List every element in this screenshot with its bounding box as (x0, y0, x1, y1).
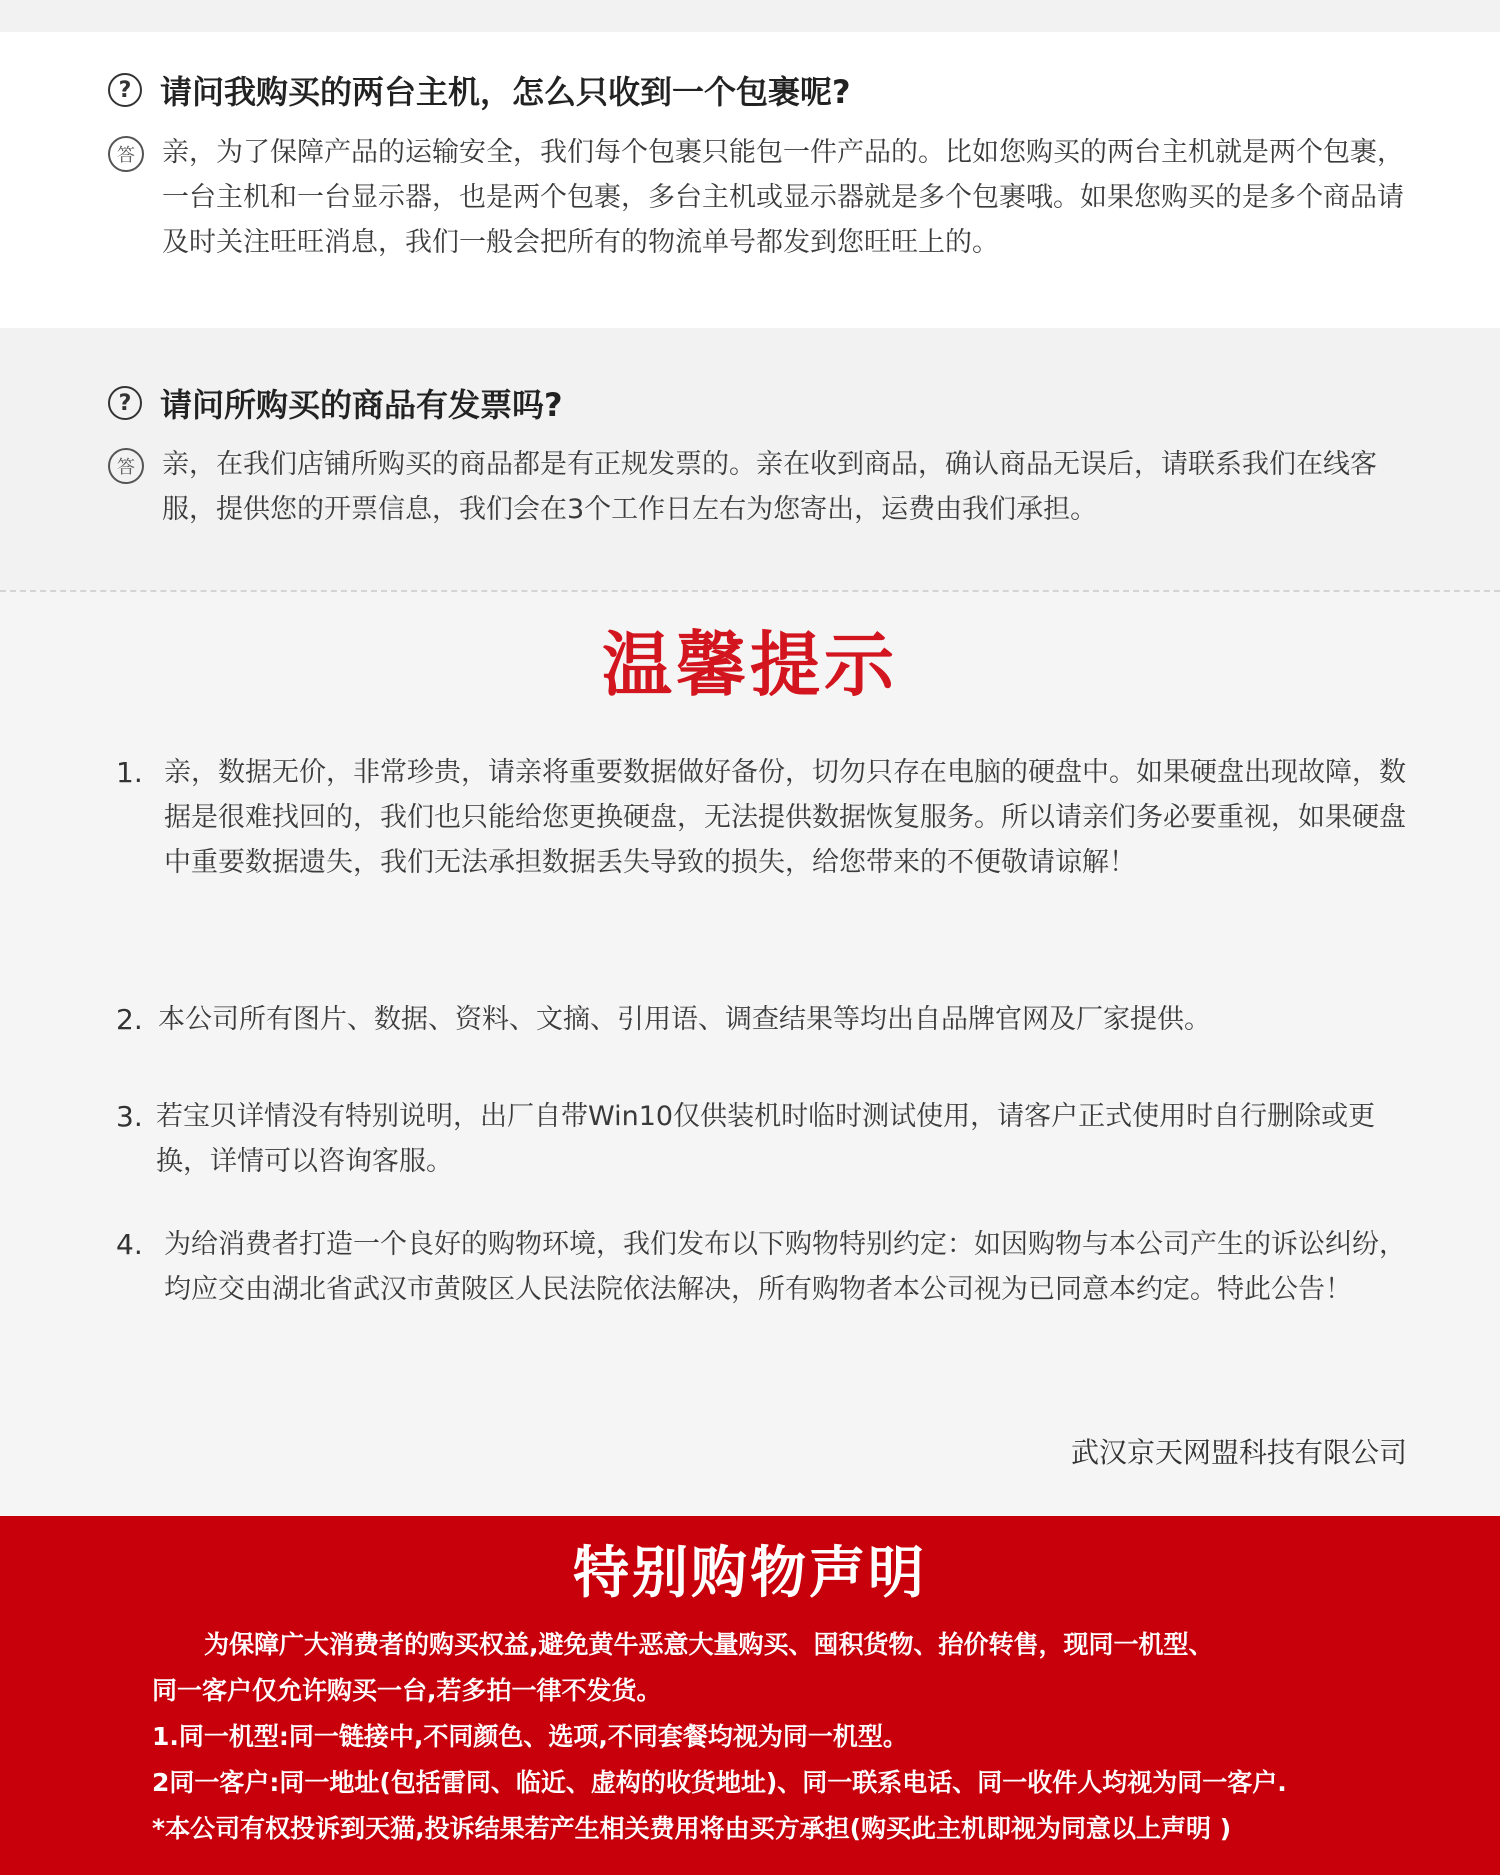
declaration-line: 2同一客户:同一地址(包括雷同、临近、虚构的收货地址)、同一联系电话、同一收件人均视为同一客户. (152, 1768, 1287, 1797)
faq-section-invoice (0, 328, 1500, 590)
tip-item (116, 1094, 1416, 1184)
tip-number: 3. (116, 1100, 143, 1133)
tip-text: 若宝贝详情没有特别说明，出厂自带Win10仅供装机时临时测试使用，请客户正式使用时自行删除或更换，详情可以咨询客服。 (156, 1101, 1376, 1177)
faq-answer: 亲，为了保障产品的运输安全，我们每个包裹只能包一件产品的。比如您购买的两台主机就是两个包裹，一台主机和一台显示器，也是两个包裹，多台主机或显示器就是多个包裹哦。如果您购买的是多个商品请及时关注旺旺消息，我们一般会把所有的物流单号都发到您旺旺上的。 (162, 137, 1404, 258)
tip-text: 为给消费者打造一个良好的购物环境，我们发布以下购物特别约定：如因购物与本公司产生的诉讼纠纷，均应交由湖北省武汉市黄陂区人民法院依法解决，所有购物者本公司视为已同意本约定。特此公告！ (164, 1229, 1406, 1305)
tip-number: 1. (116, 756, 143, 789)
tip-item (116, 1222, 1406, 1312)
warm-tips-title: 温馨提示 (602, 624, 898, 706)
question-mark-icon: ? (108, 73, 142, 107)
faq-answer-row (108, 442, 1407, 532)
top-strip (0, 0, 1500, 32)
company-signature: 武汉京天网盟科技有限公司 (1070, 1436, 1407, 1469)
tip-item (116, 997, 1406, 1042)
faq-answer: 亲，在我们店铺所购买的商品都是有正规发票的。亲在收到商品，确认商品无误后，请联系我们在线客服，提供您的开票信息，我们会在3个工作日左右为您寄出，运费由我们承担。 (162, 449, 1377, 525)
faq-answer-row (108, 130, 1407, 265)
declaration-line: 为保障广大消费者的购买权益,避免黄牛恶意大量购买、囤积货物、抬价转售，现同一机型、 (204, 1630, 1214, 1659)
tip-number: 2. (116, 1003, 143, 1036)
declaration-line: *本公司有权投诉到天猫,投诉结果若产生相关费用将由买方承担(购买此主机即视为同意以上声明 ) (152, 1814, 1232, 1843)
declaration-line: 1.同一机型:同一链接中,不同颜色、选项,不同套餐均视为同一机型。 (152, 1722, 908, 1751)
tip-text: 本公司所有图片、数据、资料、文摘、引用语、调查结果等均出自品牌官网及厂家提供。 (158, 1004, 1211, 1035)
answer-icon: 答 (108, 448, 144, 484)
tip-number: 4. (116, 1228, 143, 1261)
faq-question-row (108, 67, 851, 113)
question-mark-icon: ? (108, 386, 142, 420)
answer-icon: 答 (108, 136, 144, 172)
declaration-title: 特别购物声明 (573, 1541, 927, 1606)
faq-section-packages (0, 32, 1500, 328)
faq-question-row (108, 380, 563, 426)
faq-question: 请问所购买的商品有发票吗? (160, 386, 563, 424)
special-declaration-banner (0, 1516, 1500, 1875)
warm-tips-section (0, 590, 1500, 1516)
tip-text: 亲，数据无价，非常珍贵，请亲将重要数据做好备份，切勿只存在电脑的硬盘中。如果硬盘出现故障，数据是很难找回的，我们也只能给您更换硬盘，无法提供数据恢复服务。所以请亲们务必要重视，如果硬盘中重要数据遗失，我们无法承担数据丢失导致的损失，给您带来的不便敬请谅解！ (164, 757, 1406, 878)
declaration-line: 同一客户仅允许购买一台,若多拍一律不发货。 (152, 1676, 662, 1705)
tip-item (116, 750, 1406, 885)
faq-question: 请问我购买的两台主机，怎么只收到一个包裹呢? (160, 73, 851, 111)
